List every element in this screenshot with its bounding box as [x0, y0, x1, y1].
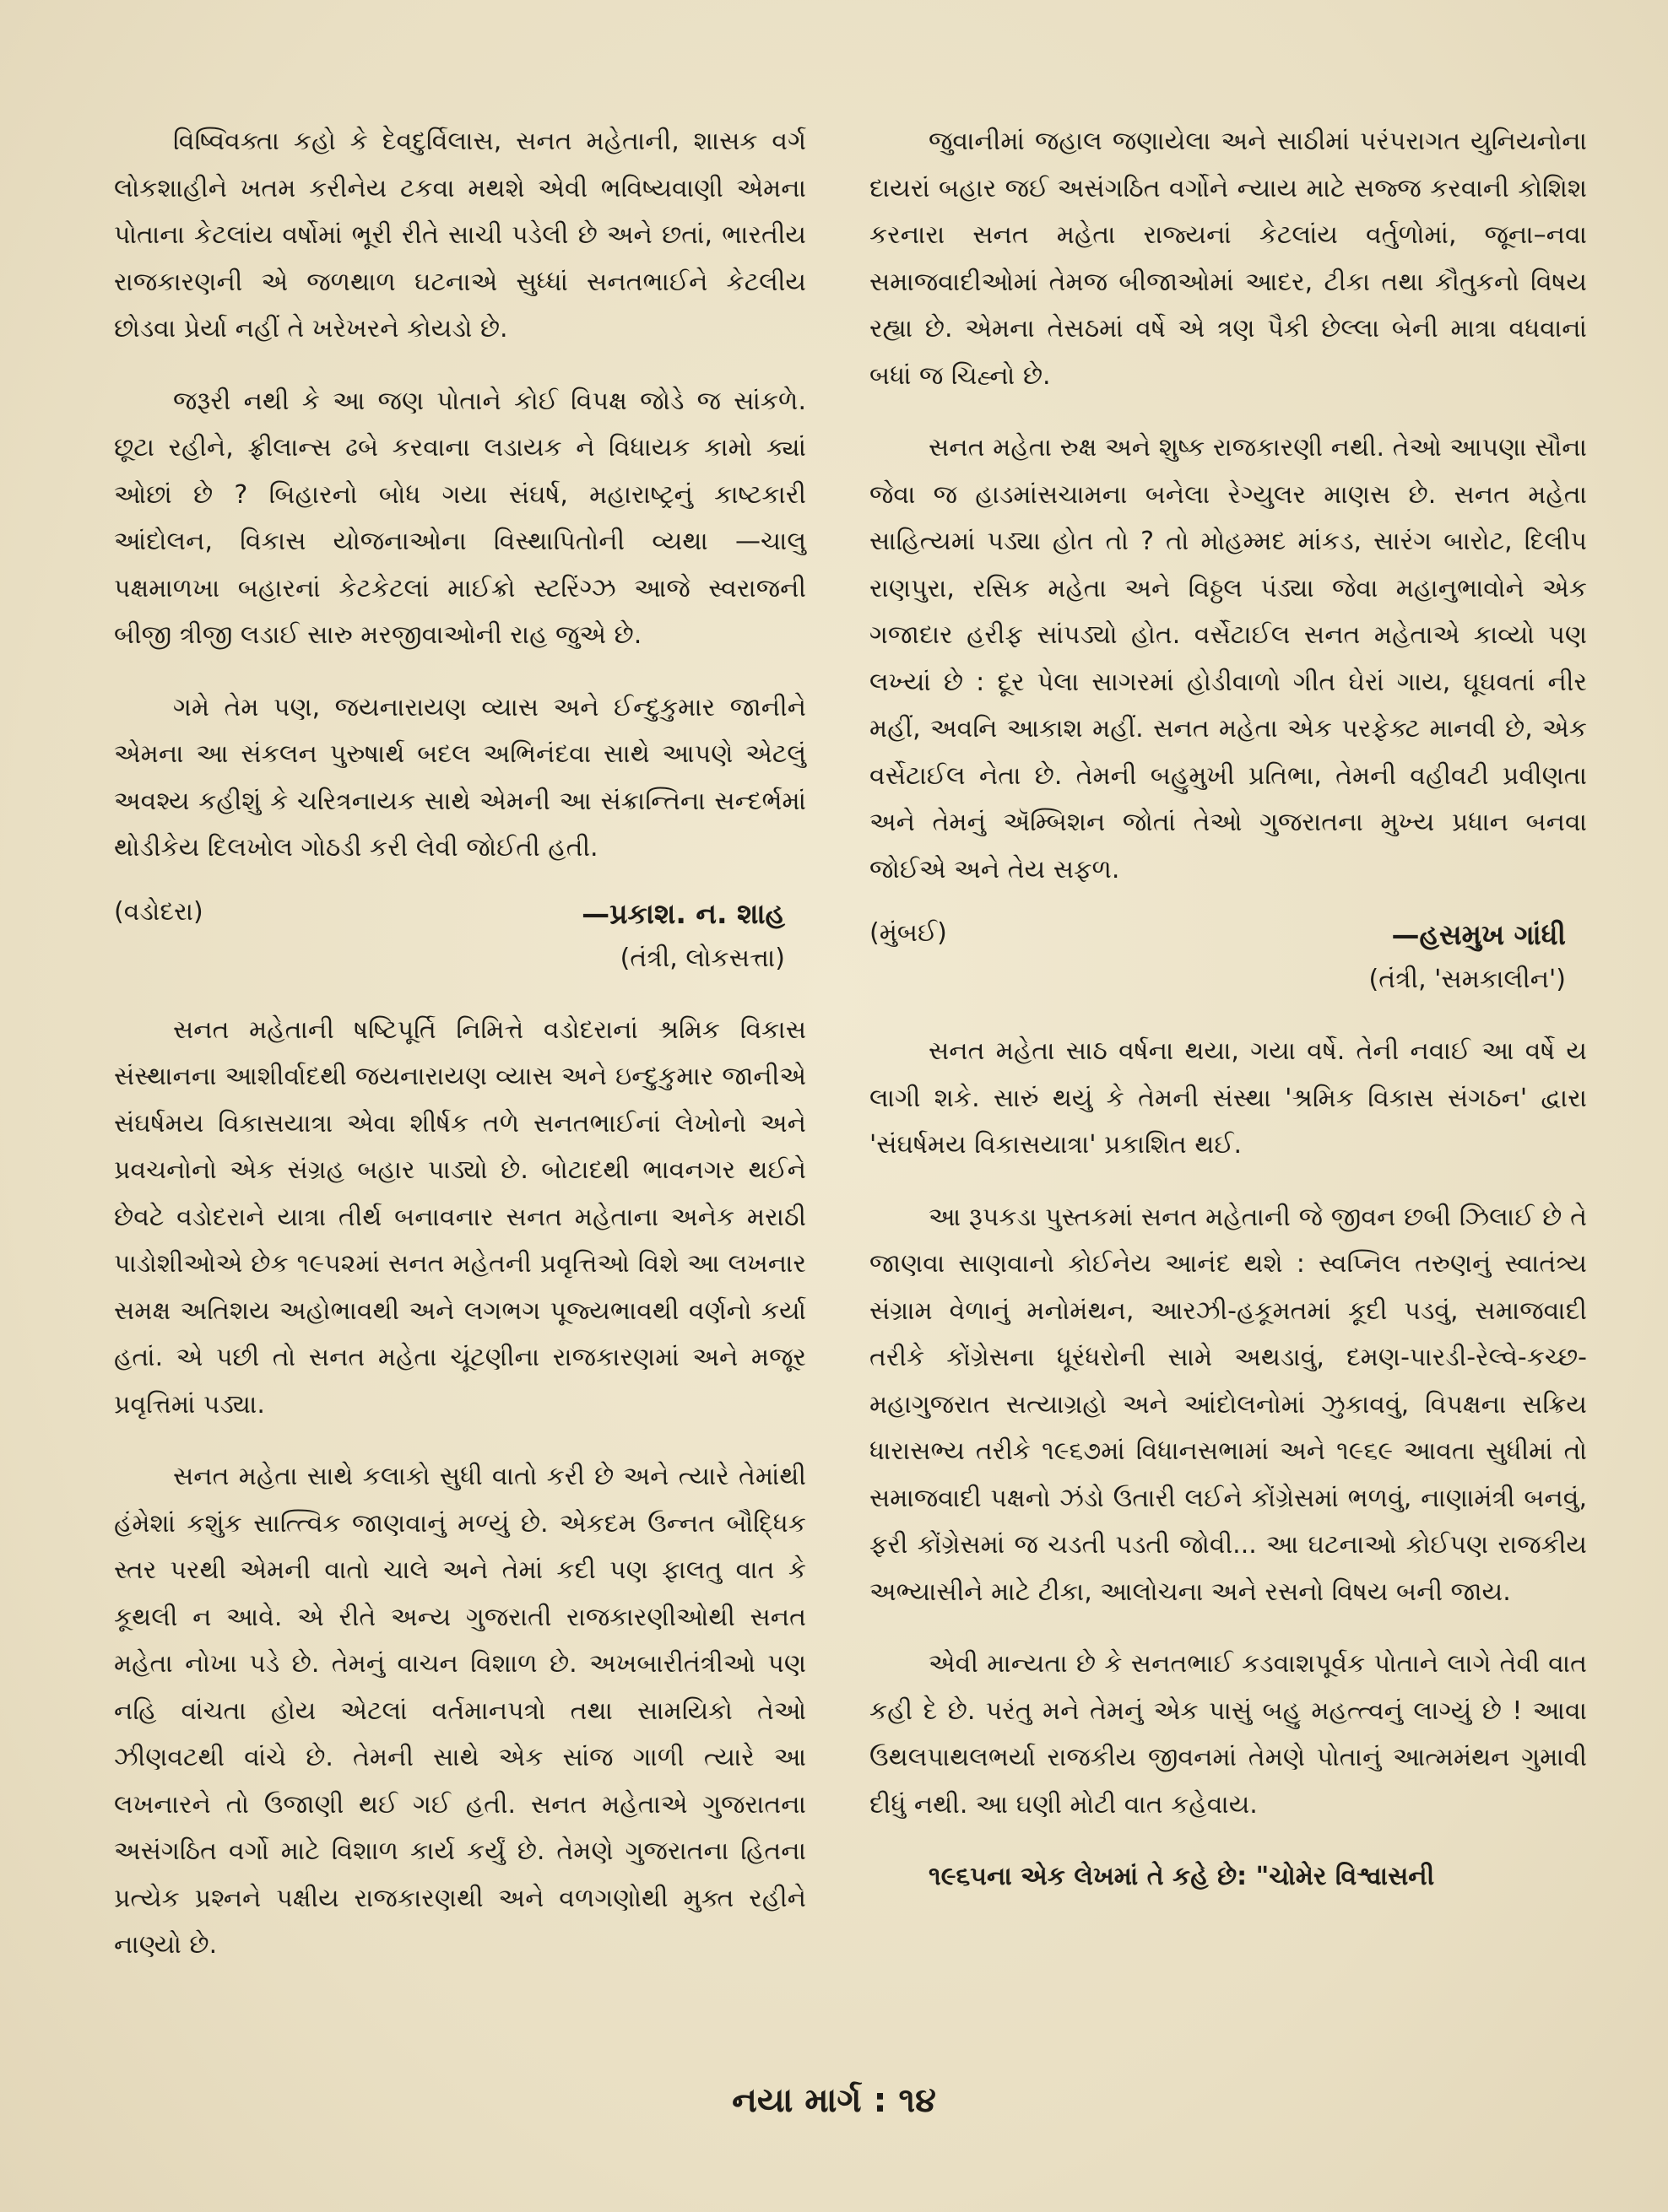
- left-paragraph-3: ગમે તેમ પણ, જયનારાયણ વ્યાસ અને ઈન્દુકુમાર જાનીને એમના આ સંકલન પુરુષાર્થ બદલ અભિનંદવા સાથે આપણે એટલું અવશ્ય કહીશું કે ચરિત્રનાયક સાથે એમની આ સંક્રાન્તિના સન્દર્ભમાં થોડીકેય દિલખોલ ગોઠડી કરી લેવી જોઈતી હતી.: [114, 692, 806, 863]
- right-paragraph-6: ૧૯૬૫ના એક લેખમાં તે કહે છે: "ચોમેર વિશ્વાસની: [929, 1862, 1435, 1891]
- left-signature-block: [114, 897, 806, 990]
- right-paragraph-5: એવી માન્યતા છે કે સનતભાઈ કડવાશપૂર્વક પોતાને લાગે તેવી વાત કહી દે છે. પરંતુ મને તેમનું એક પાસું બહુ મહત્ત્વનું લાગ્યું છે ! આવા ઉથલપાથલભર્યા રાજકીય જીવનમાં તેમણે પોતાનું આત્મમંથન ગુમાવી દીધું નથી. આ ઘણી મોટી વાત કહેવાય.: [869, 1649, 1587, 1820]
- left-paragraph-1: વિષ્વિવક્તા કહો કે દેવદુર્વિલાસ, સનત મહેતાની, શાસક વર્ગ લોકશાહીને ખતમ કરીનેય ટકવા મથશે એવી ભવિષ્યવાણી એમના પોતાના કેટલાંય વર્ષોમાં ભૂરી રીતે સાચી પડેલી છે અને છતાં, ભારતીય રાજકારણની એ જળથાળ ઘટનાએ સુધ્ધાં સનતભાઈને કેટલીય છોડવા પ્રેર્યા નહીં તે ખરેખરને કોયડો છે.: [114, 127, 806, 343]
- right-paragraph-3: સનત મહેતા સાઠ વર્ષના થયા, ગયા વર્ષે. તેની નવાઈ આ વર્ષે ય લાગી શકે. સારું થયું કે તેમની સંસ્થા 'શ્રમિક વિકાસ સંગઠન' દ્વારા 'સંઘર્ષમય વિકાસયાત્રા' પ્રકાશિત થઈ.: [869, 1036, 1587, 1160]
- right-paragraph-1: જુવાનીમાં જહાલ જણાયેલા અને સાઠીમાં પરંપરાગત યુનિયનોના દાયરાં બહાર જઈ અસંગઠિત વર્ગોને ન્યાય માટે સજ્જ કરવાની કોશિશ કરનારા સનત મહેતા રાજ્યનાં કેટલાંય વર્તુળોમાં, જૂના–નવા સમાજવાદીઓમાં તેમજ બીજાઓમાં આદર, ટીકા તથા કૌતુકનો વિષય રહ્યા છે. એમના તેસઠમાં વર્ષે એ ત્રણ પૈકી છેલ્લા બેની માત્રા વધવાનાં બધાં જ ચિહ્નો છે.: [869, 127, 1587, 391]
- left-paragraph-4: સનત મહેતાની ષષ્ટિપૂર્તિ નિમિત્તે વડોદરાનાં શ્રમિક વિકાસ સંસ્થાનના આશીર્વાદથી જયનારાયણ વ્યાસ અને ઇન્દુકુમાર જાનીએ સંઘર્ષમય વિકાસયાત્રા એવા શીર્ષક તળે સનતભાઈનાં લેખોનો અને પ્રવચનોનો એક સંગ્રહ બહાર પાડ્યો છે. બોટાદથી ભાવનગર થઈને છેવટે વડોદરાને યાત્રા તીર્થ બનાવનાર સનત મહેતાના અનેક મરાઠી પાડોશીઓએ છેક ૧૯૫૨માં સનત મહેતની પ્રવૃત્તિઓ વિશે આ લખનાર સમક્ષ અતિશય અહોભાવથી અને લગભગ પૂજ્યભાવથી વર્ણનો કર્યા હતાં. એ પછી તો સનત મહેતા ચૂંટણીના રાજકારણમાં અને મજૂર પ્રવૃત્તિમાં પડ્યા.: [114, 1014, 806, 1420]
- left-author: —પ્રકાશ. ન. શાહ: [582, 896, 785, 930]
- right-paragraph-4: આ રૂપકડા પુસ્તકમાં સનત મહેતાની જે જીવન છબી ઝિલાઈ છે તે જાણવા સાણવાનો કોઈનેય આનંદ થશે : સ્વપ્નિલ તરુણનું સ્વાતંત્ર્ય સંગ્રામ વેળાનું મનોમંથન, આરઝી-હકૂમતમાં કૂદી પડવું, સમાજવાદી તરીકે કોંગ્રેસના ધૂરંધરોની સામે અથડાવું, દમણ-પારડી-રેલ્વે-કચ્છ-મહાગુજરાત સત્યાગ્રહો અને આંદોલનોમાં ઝુકાવવું, વિપક્ષના સક્રિય ધારાસભ્ય તરીકે ૧૯૬૭માં વિધાનસભામાં અને ૧૯૬૯ આવતા સુધીમાં તો સમાજવાદી પક્ષનો ઝંડો ઉતારી લઈને કોંગ્રેસમાં ભળવું, નાણામંત્રી બનવું, ફરી કોંગ્રેસમાં જ ચડતી પડતી જોવી... આ ઘટનાઓ કોઈપણ રાજકીય અભ્યાસીને માટે ટીકા, આલોચના અને રસનો વિષય બની જાય.: [869, 1202, 1587, 1607]
- right-author: —હસમુખ ગાંધી: [1391, 918, 1566, 951]
- left-paragraph-5: સનત મહેતા સાથે કલાકો સુધી વાતો કરી છે અને ત્યારે તેમાંથી હંમેશાં કશુંક સાત્ત્વિક જાણવાનું મળ્યું છે. એકદમ ઉન્નત બૌદ્ધિક સ્તર પરથી એમની વાતો ચાલે અને તેમાં કદી પણ ફાલતુ વાત કે કૂથલી ન આવે. એ રીતે અન્ય ગુજરાતી રાજકારણીઓથી સનત મહેતા નોખા પડે છે. તેમનું વાચન વિશાળ છે. અખબારીતંત્રીઓ પણ નહિ વાંચતા હોય એટલાં વર્તમાનપત્રો તથા સામયિકો તેઓ ઝીણવટથી વાંચે છે. તેમની સાથે એક સાંજ ગાળી ત્યારે આ લખનારને તો ઉજાણી થઈ ગઈ હતી. સનત મહેતાએ ગુજરાતના અસંગઠિત વર્ગો માટે વિશાળ કાર્ય કર્યું છે. તેમણે ગુજરાતના હિતના પ્રત્યેક પ્રશ્નને પક્ષીય રાજકારણથી અને વળગણોથી મુક્ત રહીને નાણ્યો છે.: [114, 1462, 806, 1960]
- right-column: [869, 118, 1587, 1926]
- left-author-title: (તંત્રી, લોકસત્તા): [620, 943, 785, 973]
- right-author-title: (તંત્રી, 'સમકાલીન'): [1368, 965, 1566, 994]
- right-place: (મુંબઈ): [869, 918, 947, 948]
- right-paragraph-2: સનત મહેતા રુક્ષ અને શુષ્ક રાજકારણી નથી. તેઓ આપણા સૌના જેવા જ હાડમાંસચામના બનેલા રેગ્યુલર માણસ છે. સનત મહેતા સાહિત્યમાં પડ્યા હોત તો ? તો મોહમ્મદ માંકડ, સારંગ બારોટ, દિલીપ રાણપુરા, રસિક મહેતા અને વિઠ્ઠલ પંડ્યા જેવા મહાનુભાવોને એક ગજાદાર હરીફ સાંપડ્યો હોત. વર્સેટાઈલ સનત મહેતાએ કાવ્યો પણ લખ્યાં છે : દૂર પેલા સાગરમાં હોડીવાળો ગીત ઘેરાં ગાય, ઘૂઘવતાં નીર મહીં, અવનિ આકાશ મહીં. સનત મહેતા એક પરફેક્ટ માનવી છે, એક વર્સેટાઈલ નેતા છે. તેમની બહુમુખી પ્રતિભા, તેમની વહીવટી પ્રવીણતા અને તેમનું ઍમ્બિશન જોતાં તેઓ ગુજરાતના મુખ્ય પ્રધાન બનવા જોઈએ અને તેય સફળ.: [869, 433, 1587, 884]
- page-footer: નયા માર્ગ : ૧૪: [732, 2081, 936, 2120]
- left-place: (વડોદરા): [114, 896, 203, 927]
- left-column: [114, 118, 806, 1994]
- right-signature-block: [869, 918, 1587, 1011]
- left-paragraph-2: જરૂરી નથી કે આ જણ પોતાને કોઈ વિપક્ષ જોડે જ સાંકળે. છૂટા રહીને, ફ્રીલાન્સ ઢબે કરવાના લડાયક ને વિધાયક કામો ક્યાં ઓછાં છે ? બિહારનો બોધ ગયા સંઘર્ષ, મહારાષ્ટ્રનું કાષ્ટકારી આંદોલન, વિકાસ યોજનાઓના વિસ્થાપિતોની વ્યથા —ચાલુ પક્ષમાળખા બહારનાં કેટકેટલાં માઈક્રો સ્ટરિંગ્ઝ આજે સ્વરાજની બીજી ત્રીજી લડાઈ સારુ મરજીવાઓની રાહ જુએ છે.: [114, 386, 806, 650]
